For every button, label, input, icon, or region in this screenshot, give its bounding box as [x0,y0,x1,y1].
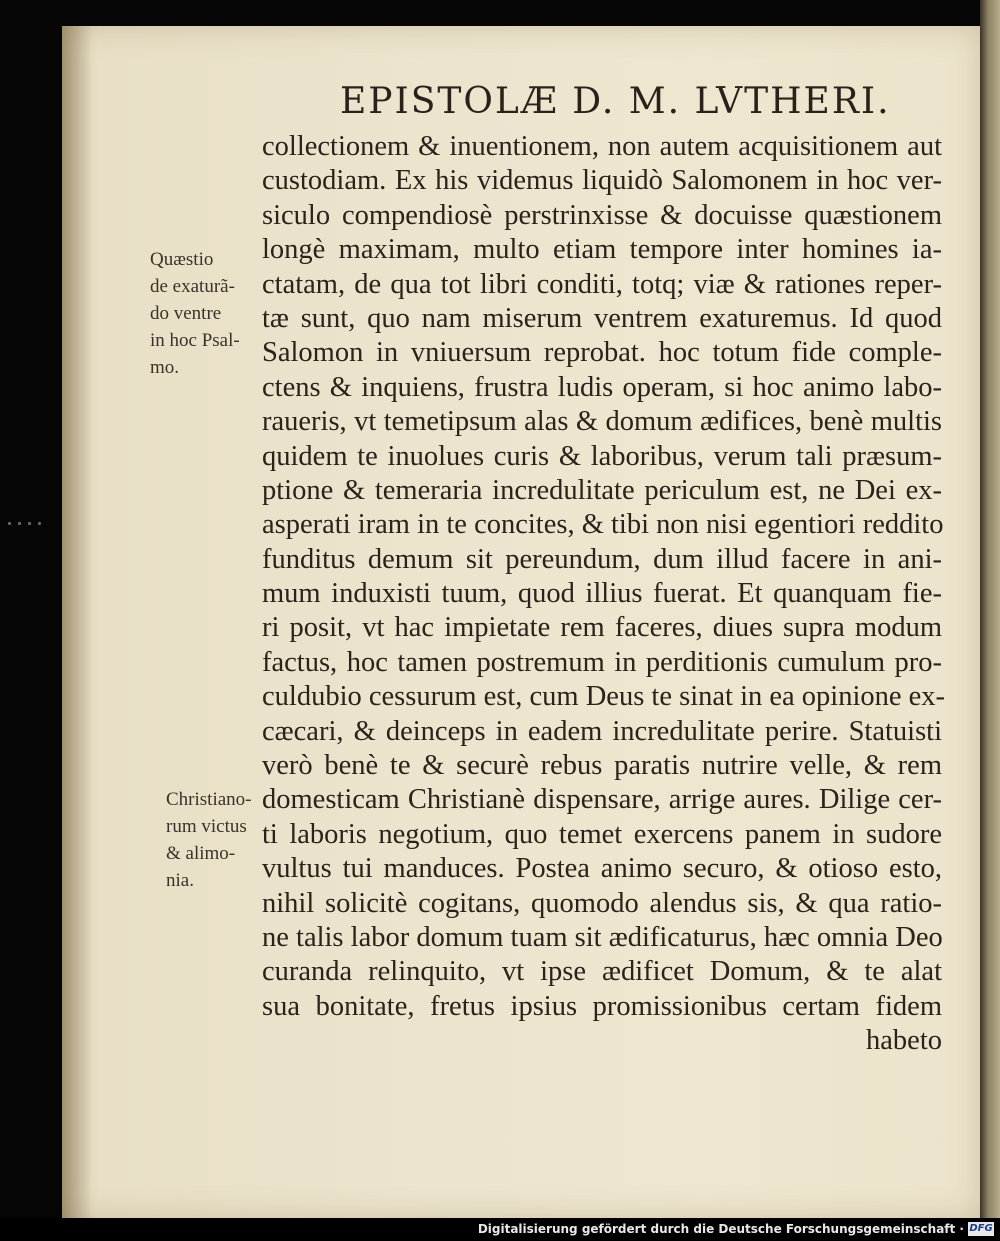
text-line: asperati iram in te concites, & tibi non nisi egentiori reddito [262,509,944,541]
text-line: culdubio cessurum est, cum Deus te sinat in ea opinione ex- [262,681,946,713]
text-line: ne talis labor domum tuam sit ædificaturus, hæc omnia Deo [262,921,943,953]
marginal-line: in hoc Psal- [150,330,240,351]
marginal-line: Quæstio [150,249,214,270]
funding-credit: Digitalisierung gefördert durch die Deutsche Forschungsgemeinschaft · [477,1222,964,1236]
text-line: Salomon in vniuersum reprobat. hoc totum fide comple- [262,337,942,369]
dot [18,522,21,525]
marginal-line: rum victus [166,816,247,837]
marginal-line: Christiano- [166,789,252,810]
text-line: ptione & temeraria incredulitate periculum est, ne Dei ex- [262,474,942,506]
marginal-line: & alimo- [166,843,236,864]
text-line: sua bonitate, fretus ipsius promissionibus certam fidem [262,990,942,1022]
text-line: verò benè te & securè rebus paratis nutrire velle, & rem [262,750,942,782]
text-line: custodiam. Ex his videmus liquidò Salomonem in hoc ver- [262,165,942,197]
marginal-note-quaestio [150,246,240,381]
dot [8,522,11,525]
text-line: siculo compendiosè perstrinxisse & docuisse quæstionem [262,199,942,231]
text-line: curanda relinquito, vt ipse ædificet Domum, & te alat [262,956,942,988]
text-line: ri posit, vt hac impietate rem faceres, diues supra modum [262,612,942,644]
spine-shadow [62,26,92,1218]
text-line: longè maximam, multo etiam tempore inter homines ia- [262,234,942,266]
marginal-note-christianorum [166,786,252,894]
text-line: domesticam Christianè dispensare, arrige aures. Dilige cer- [262,784,942,816]
text-line: vultus tui manduces. Postea animo securo, & otioso esto, [262,853,942,885]
marginal-line: do ventre [150,303,222,324]
text-line: ctatam, de qua tot libri conditi, totq; viæ & rationes reper- [262,268,942,300]
text-line: collectionem & inuentionem, non autem acquisitionem aut [262,131,942,162]
text-line: ctens & inquiens, frustra ludis operam, si hoc animo labo- [262,371,942,403]
text-line: quidem te inuolues curis & laboribus, verum tali præsum- [262,440,942,472]
left-margin-dots [8,512,58,522]
text-line: mum induxisti tuum, quod illius fuerat. Et quanquam fie- [262,578,942,610]
dfg-logo: DFG [969,1223,993,1234]
text-line: raueris, vt temetipsum alas & domum ædifices, benè multis [262,406,942,438]
dot [28,522,31,525]
page-edge-strip [980,0,1000,1241]
text-line: tæ sunt, quo nam miserum ventrem exaturemus. Id quod [262,302,942,334]
catchword: habeto [866,1025,942,1057]
marginal-line: mo. [150,357,180,378]
body-text [262,130,946,1059]
text-line: ti laboris negotium, quo temet exercens panem in sudore [262,818,942,850]
text-line: factus, hoc tamen postremum in perditionis cumulum pro- [262,646,942,678]
marginal-line: nia. [166,870,194,891]
text-line: funditus demum sit pereundum, dum illud facere in ani- [262,543,942,575]
dot [38,522,41,525]
text-line: nihil solicitè cogitans, quomodo alendus sis, & qua ratio- [262,887,942,919]
marginal-line: de exaturã- [150,276,235,297]
running-head: EPISTOLÆ D. M. LVTHERI. [340,81,891,122]
text-line: cæcari, & deinceps in eadem incredulitate perire. Statuisti [262,715,942,747]
